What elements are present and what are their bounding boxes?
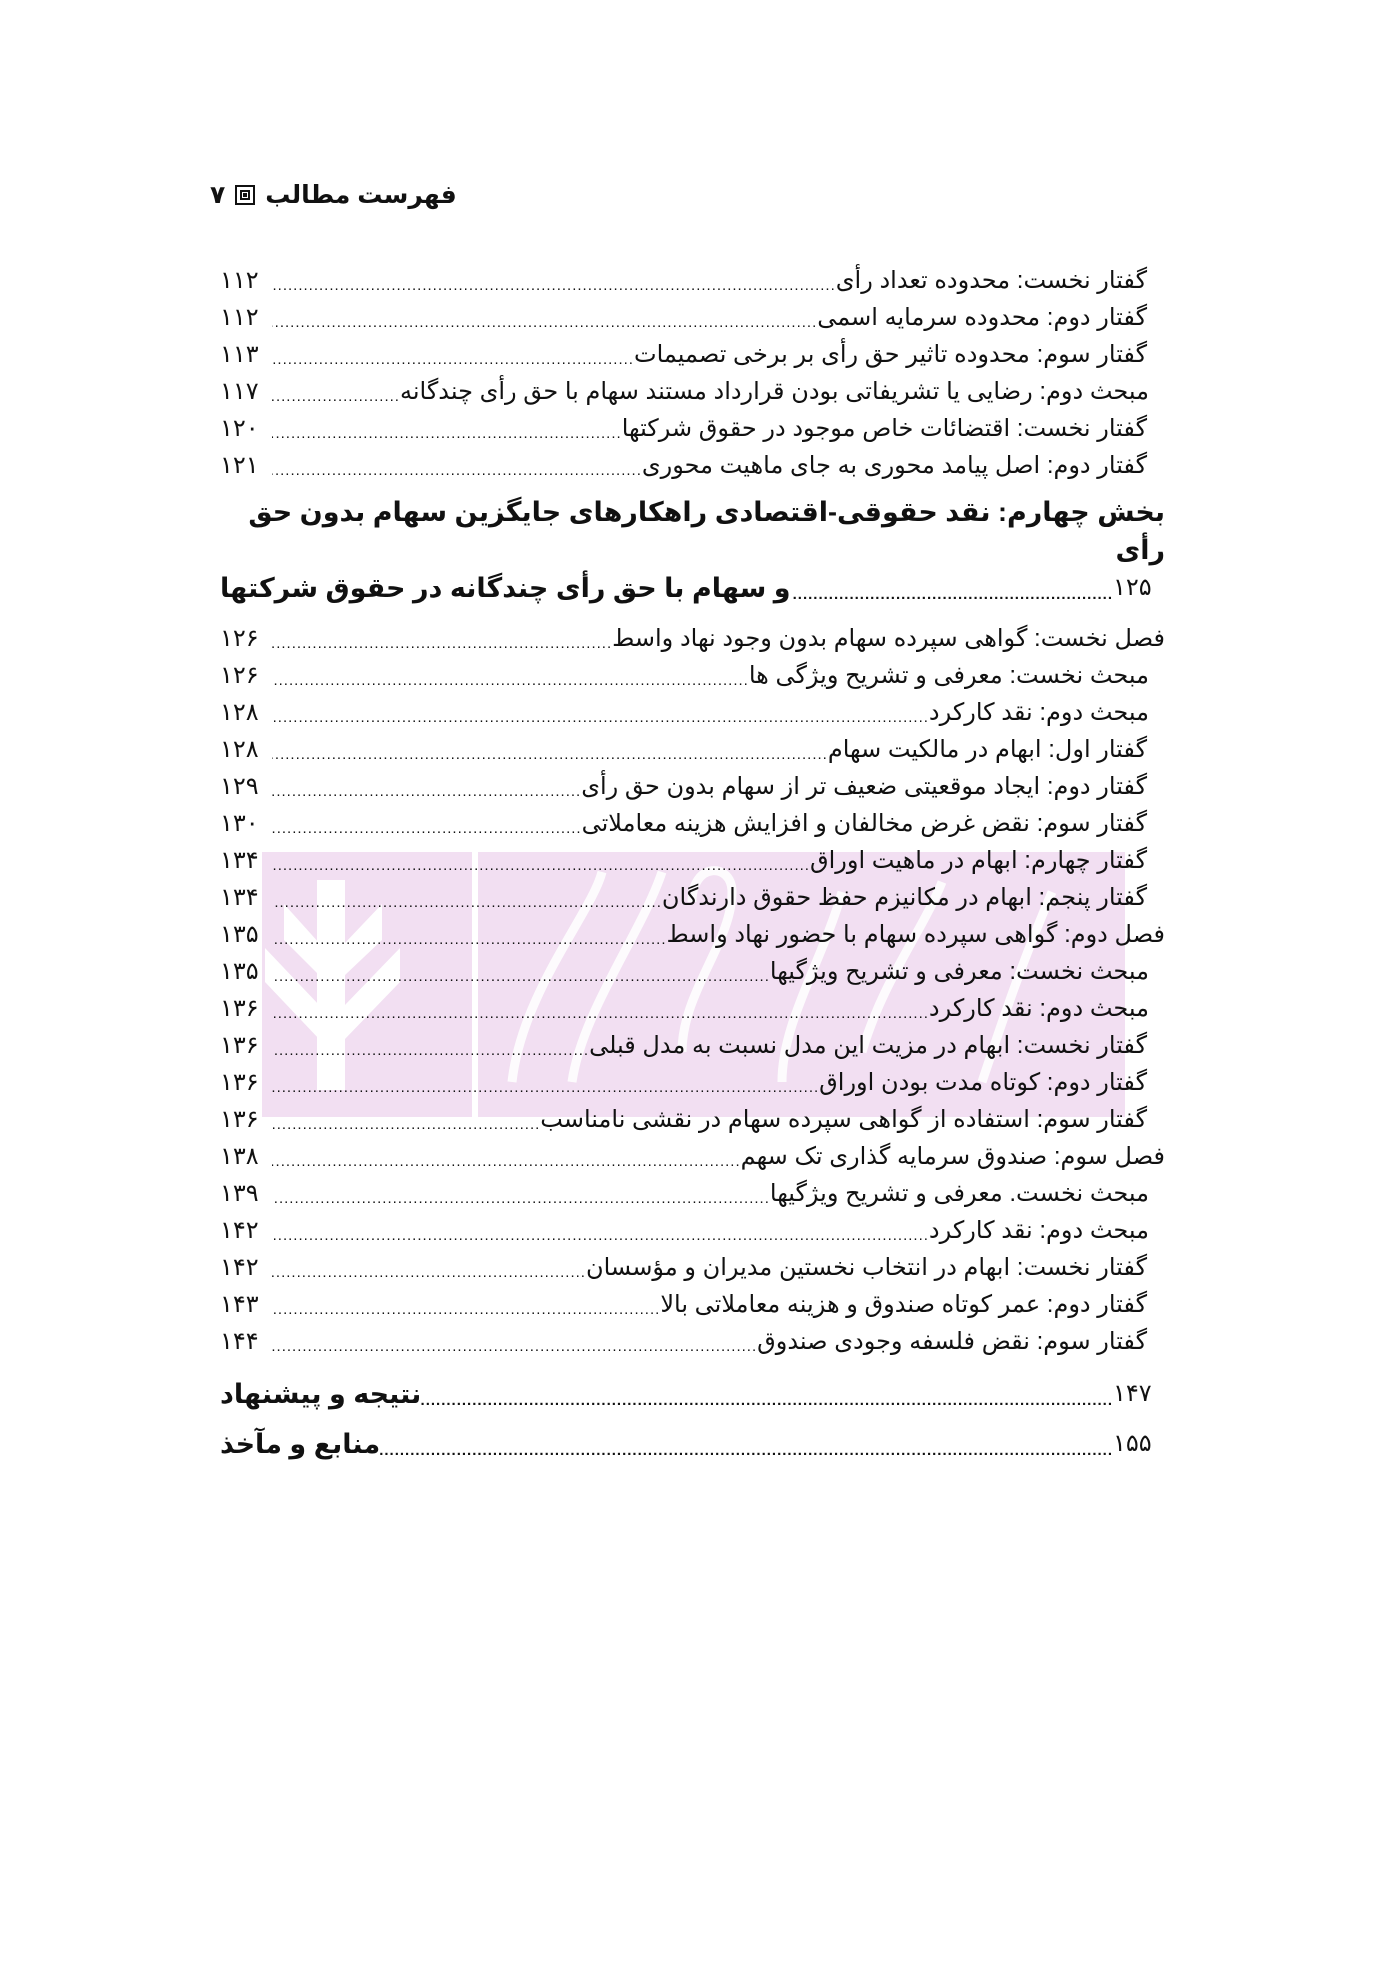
dot-leader (272, 809, 582, 839)
toc-entry-page-number: ۱۲۶ (220, 662, 259, 689)
dot-leader (272, 266, 836, 296)
dot-leader (421, 1375, 1113, 1413)
conclusion-page-number: ۱۴۷ (1113, 1380, 1152, 1407)
toc-entry-title: گفتار سوم: محدوده تاثیر حق رأی بر برخی تصمیمات (633, 341, 1147, 368)
references-title: منابع و مآخذ (220, 1429, 381, 1459)
dot-leader (272, 661, 749, 691)
toc-entry[interactable] (220, 1061, 1165, 1098)
dot-leader (272, 1216, 929, 1246)
dot-leader (272, 1253, 586, 1283)
toc-entry-page-number: ۱۲۱ (220, 452, 259, 479)
dot-leader (272, 1327, 757, 1357)
toc-entry-page-number: ۱۳۰ (220, 810, 259, 837)
toc-entry[interactable] (220, 333, 1165, 370)
dot-leader (272, 451, 642, 481)
toc-entry-title: مبحث دوم: نقد کارکرد (928, 699, 1149, 726)
framed-square-icon (235, 185, 255, 205)
toc-entry-title: گفتار سوم: استفاده از گواهی سپرده سهام در نقشی نامناسب (540, 1106, 1147, 1133)
toc-entry-title: گفتار سوم: نقض فلسفه وجودی صندوق (757, 1328, 1147, 1355)
toc-entry[interactable] (220, 1098, 1165, 1135)
dot-leader (272, 957, 770, 987)
toc-entry-title: گفتار دوم: کوتاه مدت بودن اوراق (819, 1069, 1147, 1096)
dot-leader (380, 1425, 1113, 1463)
toc-entry-title: گفتار دوم: اصل پیامد محوری به جای ماهیت محوری (641, 452, 1147, 479)
toc-entry-page-number: ۱۱۳ (220, 341, 259, 368)
toc-entry-page-number: ۱۴۴ (220, 1328, 259, 1355)
toc-entry-title: گفتار پنجم: ابهام در مکانیزم حفظ حقوق دارندگان (661, 884, 1147, 911)
part-title-line1: بخش چهارم: نقد حقوقی-اقتصادی راهکارهای جایگزین سهام بدون حق رأی (248, 497, 1165, 565)
dot-leader (272, 735, 828, 765)
toc-entry-page-number: ۱۲۸ (220, 699, 259, 726)
toc-entry[interactable] (220, 296, 1165, 333)
dot-leader (272, 698, 929, 728)
toc-entry[interactable] (220, 1209, 1165, 1246)
dot-leader (272, 1105, 540, 1135)
toc-entry[interactable] (220, 950, 1165, 987)
toc-entry-page-number: ۱۲۹ (220, 773, 259, 800)
toc-entry-title: مبحث نخست: معرفی و تشریح ویژگی ها (748, 662, 1149, 689)
toc-entry-title: گفتار دوم: عمر کوتاه صندوق و هزینه معاملاتی بالا (660, 1291, 1147, 1318)
conclusion-title: نتیجه و پیشنهاد (220, 1379, 422, 1409)
toc-entry-page-number: ۱۳۵ (220, 921, 259, 948)
toc-entry[interactable] (220, 839, 1165, 876)
toc-entry-title: مبحث نخست: معرفی و تشریح ویژگیها (769, 958, 1149, 985)
toc-entry-page-number: ۱۳۸ (220, 1143, 259, 1170)
toc-entry-page-number: ۱۳۹ (220, 1180, 259, 1207)
toc-entry-title: مبحث دوم: رضایی یا تشریفاتی بودن قرارداد مستند سهام با حق رأی چندگانه (399, 378, 1149, 405)
toc-part-heading[interactable] (220, 493, 1165, 607)
references-page-number: ۱۵۵ (1113, 1430, 1152, 1457)
part-page-number: ۱۲۵ (1113, 574, 1152, 601)
toc-entry-title: گفتار اول: ابهام در مالکیت سهام (827, 736, 1147, 763)
toc-entry-title: گفتار چهارم: ابهام در ماهیت اوراق (809, 847, 1147, 874)
toc-entry[interactable] (220, 654, 1165, 691)
toc-entry-page-number: ۱۲۶ (220, 625, 259, 652)
toc-entry-page-number: ۱۳۶ (220, 1069, 259, 1096)
toc-entry[interactable] (220, 876, 1165, 913)
toc-entry[interactable] (220, 913, 1165, 950)
toc-entry[interactable] (220, 691, 1165, 728)
toc-entry[interactable] (220, 1172, 1165, 1209)
table-of-contents (220, 259, 1165, 1463)
toc-entry-page-number: ۱۴۲ (220, 1217, 259, 1244)
toc-entry-title: فصل سوم: صندوق سرمایه گذاری تک سهم (740, 1143, 1165, 1170)
toc-entry[interactable] (220, 987, 1165, 1024)
dot-leader (272, 624, 612, 654)
toc-entry-page-number: ۱۳۴ (220, 847, 259, 874)
toc-entry-page-number: ۱۳۶ (220, 1106, 259, 1133)
toc-entry-page-number: ۱۱۲ (220, 304, 259, 331)
toc-entry-title: فصل دوم: گواهی سپرده سهام با حضور نهاد واسط (666, 921, 1165, 948)
toc-entry[interactable] (220, 765, 1165, 802)
toc-entry-page-number: ۱۳۵ (220, 958, 259, 985)
toc-entry-page-number: ۱۳۶ (220, 1032, 259, 1059)
toc-entry[interactable] (220, 1246, 1165, 1283)
dot-leader (272, 1068, 819, 1098)
dot-leader (272, 994, 929, 1024)
header-title: فهرست مطالب (265, 181, 457, 209)
dot-leader (272, 1179, 770, 1209)
dot-leader (272, 883, 662, 913)
toc-entry[interactable] (220, 407, 1165, 444)
toc-entry[interactable] (220, 259, 1165, 296)
dot-leader (272, 1031, 589, 1061)
toc-entry-page-number: ۱۲۸ (220, 736, 259, 763)
dot-leader (272, 414, 622, 444)
dot-leader (272, 303, 817, 333)
toc-conclusion[interactable] (220, 1375, 1165, 1413)
toc-entry-title: مبحث دوم: نقد کارکرد (928, 1217, 1149, 1244)
part-title-line2: و سهام با حق رأی چندگانه در حقوق شرکتها (220, 573, 791, 603)
toc-entry[interactable] (220, 444, 1165, 481)
toc-entry[interactable] (220, 370, 1165, 407)
toc-entry-page-number: ۱۲۰ (220, 415, 259, 442)
toc-section-top (220, 259, 1165, 481)
toc-entry-title: مبحث دوم: نقد کارکرد (928, 995, 1149, 1022)
toc-entry[interactable] (220, 1024, 1165, 1061)
header-page-number: ۷ (210, 181, 226, 209)
toc-entry[interactable] (220, 1135, 1165, 1172)
toc-entry-title: فصل نخست: گواهی سپرده سهام بدون وجود نهاد واسط (612, 625, 1165, 652)
toc-entry-page-number: ۱۳۴ (220, 884, 259, 911)
dot-leader (272, 340, 634, 370)
toc-entry[interactable] (220, 617, 1165, 654)
toc-entry-page-number: ۱۱۲ (220, 267, 259, 294)
dot-leader (272, 920, 667, 950)
toc-entry-title: گفتار سوم: نقض غرض مخالفان و افزایش هزینه معاملاتی (581, 810, 1147, 837)
page-header (210, 180, 457, 210)
toc-entry[interactable] (220, 728, 1165, 765)
dot-leader (272, 846, 810, 876)
dot-leader (272, 1290, 660, 1320)
dot-leader (791, 569, 1113, 607)
toc-entry-page-number: ۱۳۶ (220, 995, 259, 1022)
toc-entry[interactable] (220, 1283, 1165, 1320)
toc-entry-title: مبحث نخست. معرفی و تشریح ویژگیها (769, 1180, 1149, 1207)
toc-entry-page-number: ۱۴۳ (220, 1291, 259, 1318)
dot-leader (272, 1142, 741, 1172)
toc-entry-title: گفتار دوم: محدوده سرمایه اسمی (817, 304, 1147, 331)
toc-entry-title: گفتار نخست: اقتضائات خاص موجود در حقوق شرکتها (621, 415, 1147, 442)
toc-section-main (220, 617, 1165, 1357)
toc-entry[interactable] (220, 1320, 1165, 1357)
toc-entry-title: گفتار نخست: ابهام در انتخاب نخستین مدیران و مؤسسان (585, 1254, 1147, 1281)
dot-leader (272, 377, 400, 407)
toc-entry-title: گفتار نخست: محدوده تعداد رأی (835, 267, 1147, 294)
toc-entry-page-number: ۱۱۷ (220, 378, 259, 405)
toc-entry-title: گفتار نخست: ابهام در مزیت این مدل نسبت به مدل قبلی (589, 1032, 1147, 1059)
toc-entry-page-number: ۱۴۲ (220, 1254, 259, 1281)
toc-references[interactable] (220, 1425, 1165, 1463)
toc-entry[interactable] (220, 802, 1165, 839)
toc-entry-title: گفتار دوم: ایجاد موقعیتی ضعیف تر از سهام بدون حق رأی (581, 773, 1147, 800)
dot-leader (272, 772, 581, 802)
